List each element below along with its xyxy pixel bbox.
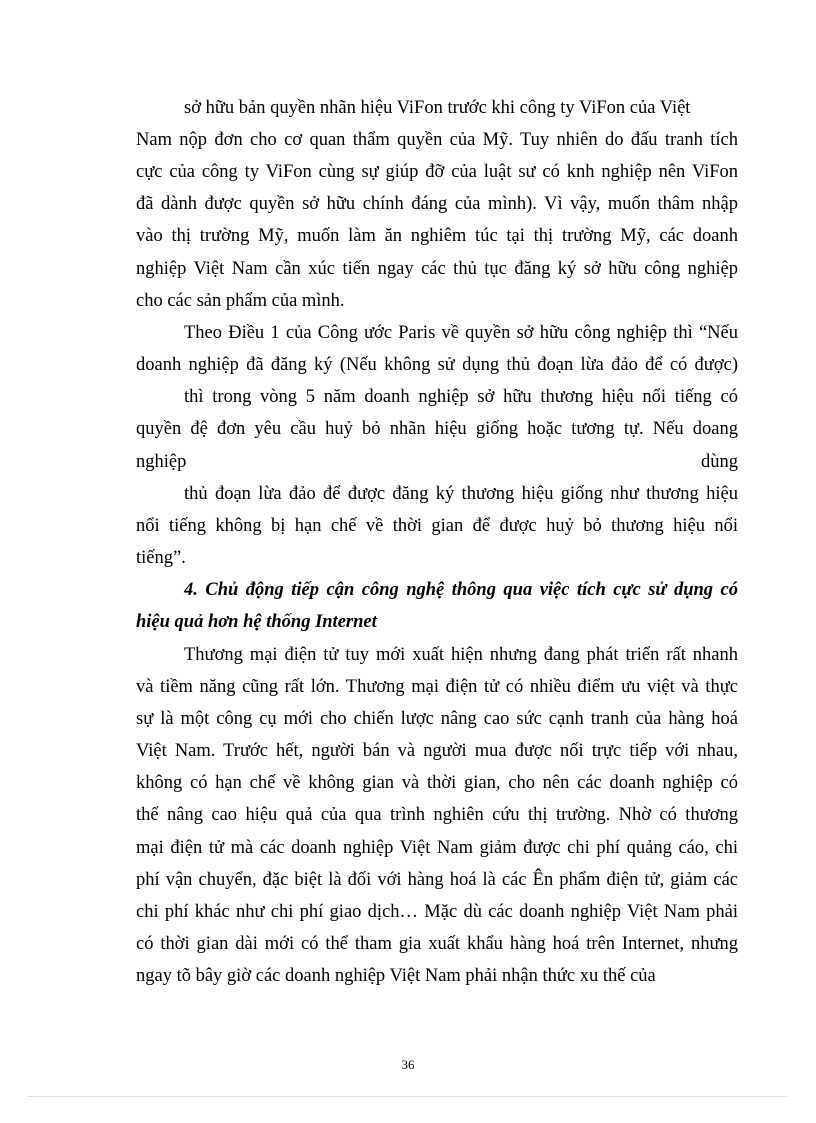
section-heading: hiệu quả hơn hệ thống Internet	[136, 612, 377, 632]
text-line: đã dành được quyền sở hữu chính đáng của mình). Vì vậy, muốn thâm nhập	[136, 194, 738, 214]
text-line: thủ đoạn lừa đảo để được đăng ký thương hiệu giống như thương hiệu	[184, 484, 738, 504]
text-line: ngay tõ bây giờ các doanh nghiệp Việt Nam phải nhận thức xu thế của	[136, 966, 656, 986]
text-line: Nam nộp đơn cho cơ quan thẩm quyền của Mỹ. Tuy nhiên do đấu tranh tích	[136, 130, 738, 150]
text-line: nghiệp dùng	[136, 452, 738, 472]
text-line: cực của công ty ViFon cùng sự giúp đỡ của luật sư có knh nghiệp nên ViFon	[136, 162, 738, 182]
text-line: quyền đệ đơn yêu cầu huỷ bỏ nhãn hiệu giống hoặc tương tự. Nếu doang	[136, 419, 738, 439]
page-number: 36	[401, 1057, 415, 1072]
text-line: chi phí khác như chi phí giao dịch… Mặc dù các doanh nghiệp Việt Nam phải	[136, 902, 738, 922]
text-line: thể nâng cao hiệu quả của qua trình nghiên cứu thị trường. Nhờ có thương	[136, 805, 738, 825]
text-line: thì trong vòng 5 năm doanh nghiệp sở hữu thương hiệu nổi tiếng có	[184, 387, 738, 407]
text-line: mại điện tử mà các doanh nghiệp Việt Nam giảm được chi phí quảng cáo, chi	[136, 838, 738, 858]
footer-divider	[28, 1096, 788, 1097]
text-line: Theo Điều 1 của Công ước Paris về quyền sở hữu công nghiệp thì “Nếu	[184, 323, 738, 343]
text-line: sở hữu bản quyền nhãn hiệu ViFon trước khi công ty ViFon của Việt	[184, 98, 691, 118]
text-line: nổi tiếng không bị hạn chế về thời gian để được huỷ bỏ thương hiệu nổi	[136, 516, 738, 536]
text-line: doanh nghiệp đã đăng ký (Nếu không sử dụng thủ đoạn lừa đảo để có được)	[136, 355, 738, 375]
section-heading: 4. Chủ động tiếp cận công nghệ thông qua việc tích cực sử dụng có	[184, 580, 738, 600]
text-line: nghiệp Việt Nam cần xúc tiến ngay các thủ tục đăng ký sở hữu công nghiệp	[136, 259, 738, 279]
text-line: và tiềm năng cũng rất lớn. Thương mại điện tử có nhiều điểm ưu việt và thực	[136, 677, 738, 697]
text-line: Việt Nam. Trước hết, người bán và người mua được nối trực tiếp với nhau,	[136, 741, 738, 761]
text-line: phí vận chuyển, đặc biệt là đối với hàng hoá là các Ên phẩm điện tử, giảm các	[136, 870, 738, 890]
text-line: có thời gian dài mới có thể tham gia xuất khẩu hàng hoá trên Internet, nhưng	[136, 934, 738, 954]
text-line: tiếng”.	[136, 548, 186, 568]
text-line: vào thị trường Mỹ, muốn làm ăn nghiêm túc tại thị trường Mỹ, các doanh	[136, 226, 738, 246]
text-line: cho các sản phẩm của mình.	[136, 291, 345, 311]
text-line: Thương mại điện tử tuy mới xuất hiện nhưng đang phát triển rất nhanh	[184, 645, 738, 665]
text-line: không có hạn chế về không gian và thời gian, cho nên các doanh nghiệp có	[136, 773, 738, 793]
text-line: sự là một công cụ mới cho chiến lược nâng cao sức cạnh tranh của hàng hoá	[136, 709, 738, 729]
